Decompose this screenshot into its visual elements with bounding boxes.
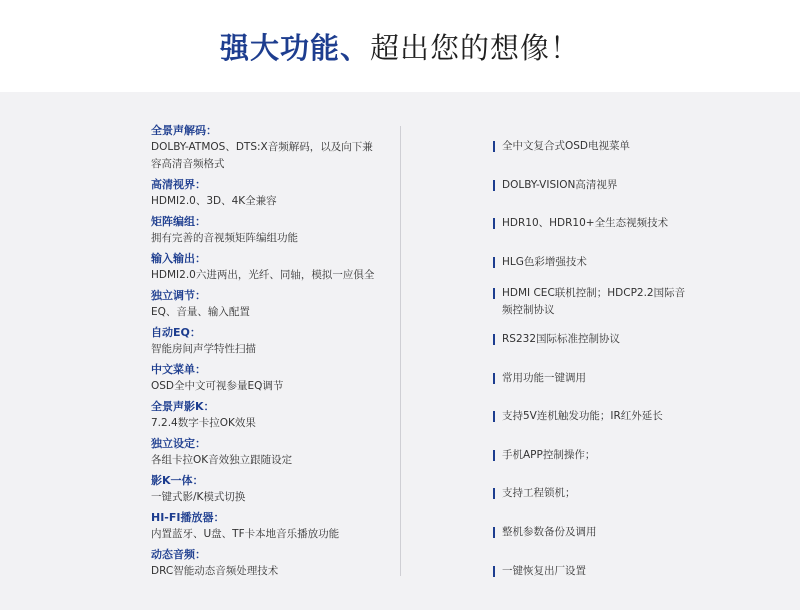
- right-feature-text: 手机APP控制操作；: [502, 449, 596, 461]
- feature-item: [151, 435, 381, 469]
- feature-item: [151, 398, 381, 432]
- right-feature-item: [493, 138, 693, 155]
- right-feature-text: 支持工程锁机；: [502, 487, 576, 499]
- feature-desc: 智能房间声学特性扫描: [151, 343, 256, 355]
- right-feature-text: 支持5V连机触发功能；IR红外延长: [502, 410, 663, 422]
- feature-desc: HDMI2.0、3D、4K全兼容: [151, 195, 277, 207]
- feature-item: [151, 361, 381, 395]
- bullet-bar: [493, 334, 495, 345]
- right-feature-text: 一键恢复出厂设置: [502, 565, 586, 577]
- feature-item: [151, 122, 381, 173]
- feature-label: 中文菜单：: [151, 363, 206, 376]
- feature-item: [151, 324, 381, 358]
- feature-desc: HDMI2.0六进两出，光纤、同轴，模拟一应俱全: [151, 269, 375, 281]
- feature-label: 独立调节：: [151, 289, 206, 302]
- feature-item: [151, 176, 381, 210]
- feature-item: [151, 213, 381, 247]
- feature-item: [151, 287, 381, 321]
- right-feature-item: [493, 485, 693, 502]
- bullet-bar: [493, 218, 495, 229]
- bullet-bar: [493, 527, 495, 538]
- right-feature-text: 全中文复合式OSD电视菜单: [502, 140, 631, 152]
- bullet-bar: [493, 288, 495, 299]
- left-feature-list: [151, 122, 381, 583]
- feature-desc: 各组卡拉OK音效独立跟随设定: [151, 454, 293, 466]
- feature-label: 自动EQ：: [151, 326, 201, 339]
- right-feature-item: [493, 408, 693, 425]
- feature-label: 动态音频：: [151, 548, 206, 561]
- right-feature-item: [493, 254, 693, 271]
- feature-label: 全景声影K：: [151, 400, 215, 413]
- feature-item: [151, 472, 381, 506]
- feature-label: 矩阵编组：: [151, 215, 206, 228]
- right-feature-item: [493, 215, 693, 232]
- feature-item: [151, 546, 381, 580]
- right-feature-text: RS232国际标准控制协议: [502, 333, 621, 345]
- feature-desc: 拥有完善的音视频矩阵编组功能: [151, 232, 298, 244]
- feature-item: [151, 250, 381, 284]
- feature-label: 高清视界：: [151, 178, 206, 191]
- feature-desc: 7.2.4数字卡拉OK效果: [151, 417, 256, 429]
- feature-label: HI-FI播放器：: [151, 511, 225, 524]
- right-feature-text: HDR10、HDR10+全生态视频技术: [502, 217, 669, 229]
- feature-desc: DOLBY-ATMOS、DTS:X音频解码，以及向下兼容高清音频格式: [151, 141, 373, 170]
- bullet-bar: [493, 180, 495, 191]
- feature-desc: DRC智能动态音频处理技术: [151, 565, 279, 577]
- feature-label: 输入输出：: [151, 252, 206, 265]
- bullet-bar: [493, 411, 495, 422]
- bullet-bar: [493, 257, 495, 268]
- feature-desc: 一键式影/K模式切换: [151, 491, 246, 503]
- right-feature-item: [493, 563, 693, 580]
- title-highlight: 强大功能、: [219, 31, 370, 65]
- right-feature-item: [493, 285, 693, 319]
- right-feature-item: [493, 370, 693, 387]
- feature-item: [151, 509, 381, 543]
- right-feature-item: [493, 447, 693, 464]
- bullet-bar: [493, 450, 495, 461]
- right-feature-text: 整机参数备份及调用: [502, 526, 597, 538]
- right-feature-item: [493, 524, 693, 541]
- right-feature-text: DOLBY-VISION高清视界: [502, 179, 618, 191]
- right-feature-text: 常用功能一键调用: [502, 372, 586, 384]
- title-rest: 超出您的想像！: [370, 31, 581, 65]
- feature-label: 影K一体：: [151, 474, 204, 487]
- right-feature-item: [493, 331, 693, 348]
- feature-label: 全景声解码：: [151, 124, 217, 137]
- column-divider: [400, 126, 401, 576]
- header: [0, 0, 800, 92]
- right-feature-text: HDMI CEC联机控制；HDCP2.2国际音频控制协议: [502, 287, 686, 316]
- feature-desc: EQ、音量、输入配置: [151, 306, 250, 318]
- feature-desc: OSD全中文可视参量EQ调节: [151, 380, 284, 392]
- bullet-bar: [493, 488, 495, 499]
- bullet-bar: [493, 373, 495, 384]
- right-feature-text: HLG色彩增强技术: [502, 256, 587, 268]
- feature-label: 独立设定：: [151, 437, 206, 450]
- bullet-bar: [493, 141, 495, 152]
- bullet-bar: [493, 566, 495, 577]
- feature-desc: 内置蓝牙、U盘、TF卡本地音乐播放功能: [151, 528, 340, 540]
- page-title: [0, 28, 800, 68]
- right-feature-item: [493, 177, 693, 194]
